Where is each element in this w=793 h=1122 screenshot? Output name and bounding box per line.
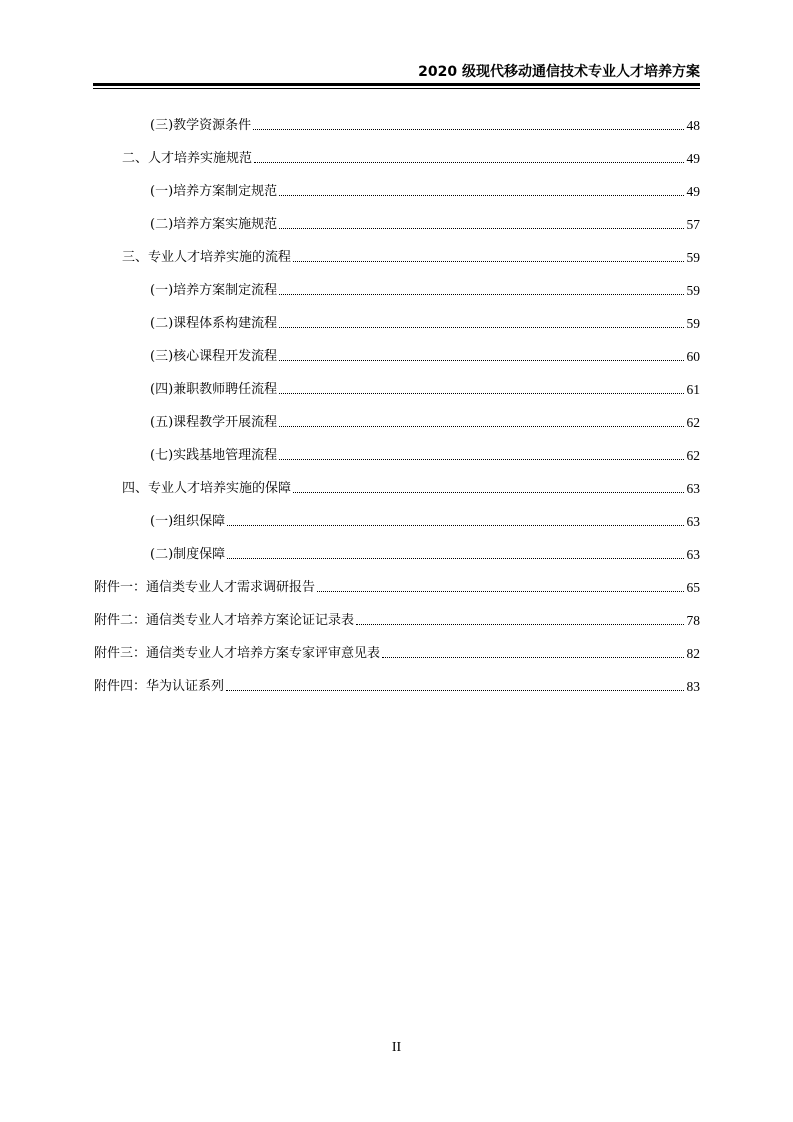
toc-entry[interactable]	[150, 112, 700, 134]
toc-leader-dots	[356, 624, 683, 625]
toc-entry-label: (一)培养方案制定流程	[150, 283, 278, 298]
toc-leader-dots	[254, 162, 683, 163]
toc-entry-page: 48	[686, 118, 700, 133]
toc-entry[interactable]	[94, 607, 700, 629]
toc-entry-label: 附件二：通信类专业人才培养方案论证记录表	[94, 613, 355, 628]
toc-entry[interactable]	[122, 145, 700, 167]
header-rule-thick	[93, 83, 700, 86]
toc-entry-label: 二、人才培养实施规范	[122, 151, 253, 166]
toc-entry-label: 附件三：通信类专业人才培养方案专家评审意见表	[94, 646, 381, 661]
toc-entry-page: 63	[686, 547, 700, 562]
toc-leader-dots	[279, 426, 683, 427]
toc-entry-label: 附件一：通信类专业人才需求调研报告	[94, 580, 316, 595]
toc-entry-page: 59	[686, 250, 700, 265]
toc-entry[interactable]	[122, 475, 700, 497]
toc-entry-page: 65	[686, 580, 700, 595]
toc-entry-page: 49	[686, 184, 700, 199]
toc-entry[interactable]	[150, 376, 700, 398]
toc-entry-label: (四)兼职教师聘任流程	[150, 382, 278, 397]
toc-entry-label: 三、专业人才培养实施的流程	[122, 250, 292, 265]
toc-entry-label: (三)核心课程开发流程	[150, 349, 278, 364]
toc-entry-page: 62	[686, 448, 700, 463]
toc-entry-label: (一)培养方案制定规范	[150, 184, 278, 199]
toc-entry-page: 62	[686, 415, 700, 430]
toc-leader-dots	[227, 558, 683, 559]
toc-entry-page: 63	[686, 481, 700, 496]
toc-entry-label: (三)教学资源条件	[150, 118, 252, 133]
toc-leader-dots	[382, 657, 683, 658]
toc-entry-page: 82	[686, 646, 700, 661]
toc-leader-dots	[227, 525, 683, 526]
toc-entry[interactable]	[122, 244, 700, 266]
toc-leader-dots	[226, 690, 683, 691]
toc-entry-page: 63	[686, 514, 700, 529]
toc-entry-page: 83	[686, 679, 700, 694]
toc-leader-dots	[279, 393, 683, 394]
toc-entry[interactable]	[150, 508, 700, 530]
toc-leader-dots	[279, 294, 683, 295]
toc-entry[interactable]	[94, 673, 700, 695]
toc-entry[interactable]	[150, 277, 700, 299]
toc-entry-page: 61	[686, 382, 700, 397]
toc-entry-label: 四、专业人才培养实施的保障	[122, 481, 292, 496]
toc-leader-dots	[293, 492, 683, 493]
toc-leader-dots	[279, 459, 683, 460]
page-number: II	[391, 1040, 402, 1055]
toc-leader-dots	[253, 129, 683, 130]
toc-entry-label: (二)制度保障	[150, 547, 226, 562]
toc-entry[interactable]	[150, 343, 700, 365]
toc-entry-page: 59	[686, 283, 700, 298]
toc-entry[interactable]	[150, 541, 700, 563]
toc-entry[interactable]	[150, 178, 700, 200]
toc-entry-label: (二)课程体系构建流程	[150, 316, 278, 331]
toc-entry[interactable]	[150, 310, 700, 332]
toc-entry[interactable]	[150, 409, 700, 431]
toc-entry[interactable]	[94, 640, 700, 662]
toc-leader-dots	[279, 195, 683, 196]
toc-leader-dots	[279, 360, 683, 361]
toc-entry-label: (二)培养方案实施规范	[150, 217, 278, 232]
header-title: 2020 级现代移动通信技术专业人才培养方案	[418, 64, 700, 80]
toc-entry-page: 59	[686, 316, 700, 331]
toc-leader-dots	[293, 261, 683, 262]
toc-entry-page: 78	[686, 613, 700, 628]
toc-leader-dots	[279, 228, 683, 229]
toc-entry-page: 60	[686, 349, 700, 364]
toc-entry-label: (一)组织保障	[150, 514, 226, 529]
toc-leader-dots	[279, 327, 683, 328]
toc-entry-label: 附件四：华为认证系列	[94, 679, 225, 694]
toc-entry[interactable]	[94, 574, 700, 596]
toc-leader-dots	[317, 591, 683, 592]
toc-entry-label: (五)课程教学开展流程	[150, 415, 278, 430]
toc-entry-page: 57	[686, 217, 700, 232]
toc-entry[interactable]	[150, 211, 700, 233]
header-rule-thin	[93, 88, 700, 89]
toc-entry[interactable]	[150, 442, 700, 464]
toc-entry-page: 49	[686, 151, 700, 166]
page-header	[93, 62, 700, 90]
toc-entry-label: (七)实践基地管理流程	[150, 448, 278, 463]
